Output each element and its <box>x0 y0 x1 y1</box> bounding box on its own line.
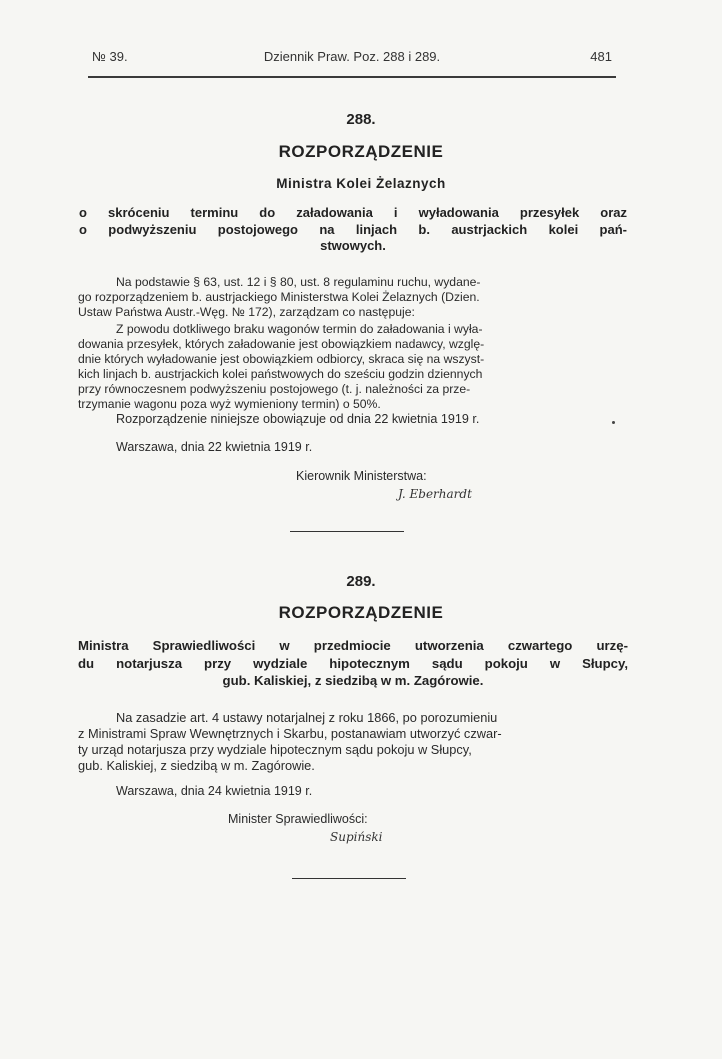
section-288-signature-title: Kierownik Ministerstwa: <box>296 469 427 483</box>
section-288-title: ROZPORZĄDZENIE <box>278 142 444 161</box>
section-289-heading <box>78 637 628 690</box>
section-288-subtitle: Ministra Kolei Żelaznych <box>276 176 446 191</box>
heading-line: gub. Kaliskiej, z siedzibą w m. Zagórowie. <box>222 673 484 688</box>
section-288-heading <box>79 205 627 255</box>
heading-line: du notarjusza przy wydziale hipotecznym sądu pokoju w Słupcy, <box>78 655 628 671</box>
body-line: Na zasadzie art. 4 ustawy notarjalnej z roku 1866, po porozumieniu <box>116 710 498 725</box>
body-line: kich linjach b. austrjackich kolei państwowych do sześciu godzin dziennych <box>78 367 483 381</box>
body-line: Na podstawie § 63, ust. 12 i § 80, ust. 8 regulaminu ruchu, wydane- <box>116 275 481 289</box>
ink-speck <box>612 421 615 424</box>
heading-line: stwowych. <box>320 238 386 253</box>
body-line: dowania przesyłek, których załadowanie jest obowiązkiem nadawcy, wzglę- <box>78 337 485 351</box>
page-number: 481 <box>590 49 612 64</box>
issue-number: № 39. <box>92 49 128 64</box>
section-separator <box>292 878 406 879</box>
header-rule <box>88 76 616 78</box>
body-line: z Ministrami Spraw Wewnętrznych i Skarbu, postanawiam utworzyć czwar- <box>78 726 502 741</box>
section-288-date: Warszawa, dnia 22 kwietnia 1919 r. <box>116 440 313 454</box>
heading-line: o skróceniu terminu do załadowania i wyładowania przesyłek oraz <box>79 205 627 220</box>
section-289-title: ROZPORZĄDZENIE <box>278 603 444 622</box>
page-header <box>92 49 612 69</box>
body-line: trzymanie wagonu poza wyż wymieniony termin) o 50%. <box>78 397 381 411</box>
body-line: przy równoczesnem podwyższeniu postojowego (t. j. należności za prze- <box>78 382 471 396</box>
body-line: Ustaw Państwa Austr.-Węg. № 172), zarządzam co następuje: <box>78 305 415 319</box>
body-line: Rozporządzenie niniejsze obowiązuje od dnia 22 kwietnia 1919 r. <box>116 412 480 426</box>
section-289-number: 289. <box>346 573 376 590</box>
body-line: go rozporządzeniem b. austrjackiego Ministerstwa Kolei Żelaznych (Dzien. <box>78 290 480 304</box>
section-289-signature-title: Minister Sprawiedliwości: <box>228 812 368 826</box>
section-288-signature-name: J. Eberhardt <box>398 487 472 501</box>
heading-line: Ministra Sprawiedliwości w przedmiocie utworzenia czwartego urzę- <box>78 638 628 653</box>
section-288-number: 288. <box>346 111 376 128</box>
body-line: gub. Kaliskiej, z siedzibą w m. Zagórowie. <box>78 758 315 773</box>
section-separator <box>290 531 404 532</box>
body-line: ty urząd notarjusza przy wydziale hipotecznym sądu pokoju w Słupcy, <box>78 742 472 757</box>
journal-title: Dziennik Praw. Poz. 288 i 289. <box>263 49 441 64</box>
section-289-signature-name: Supiński <box>330 830 383 844</box>
body-line: dnie których wyładowanie jest obowiązkiem odbiorcy, skraca się na wszyst- <box>78 352 485 366</box>
body-line: Z powodu dotkliwego braku wagonów termin do załadowania i wyła- <box>116 322 483 336</box>
section-289-date: Warszawa, dnia 24 kwietnia 1919 r. <box>116 784 313 798</box>
heading-line: o podwyższeniu postojowego na linjach b. austrjackich kolei pań- <box>79 221 627 237</box>
